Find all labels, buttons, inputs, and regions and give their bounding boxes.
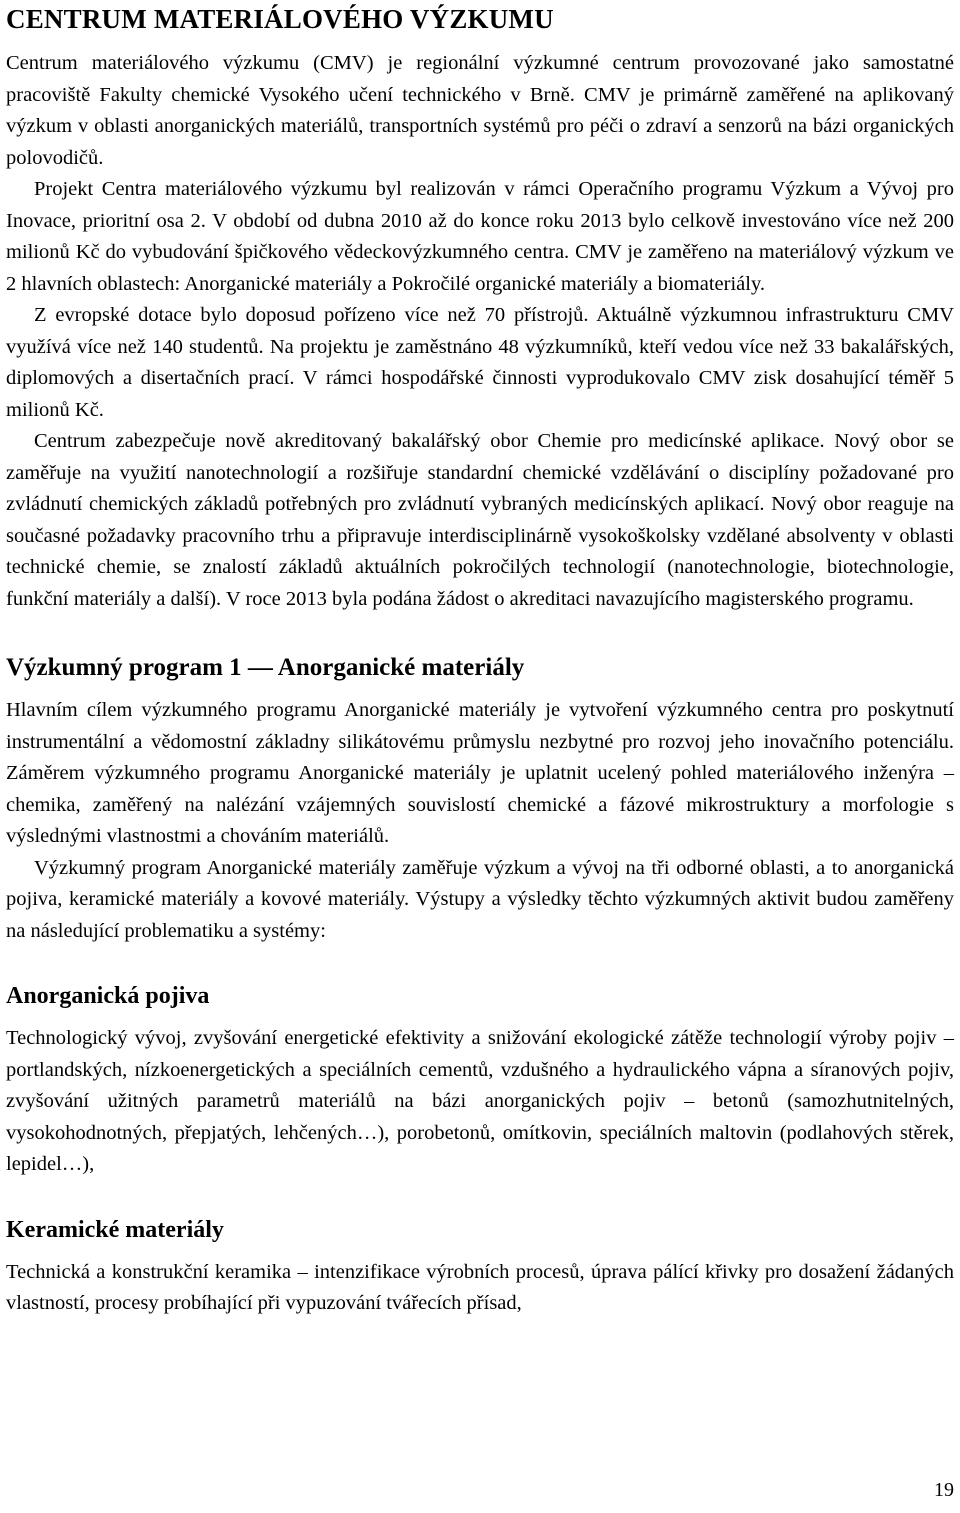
document-title: CENTRUM MATERIÁLOVÉHO VÝZKUMU <box>6 4 554 34</box>
subsection-heading-binders: Anorganická pojiva <box>6 983 210 1009</box>
section-heading-program-1: Výzkumný program 1 — Anorganické materiály <box>6 654 525 681</box>
intro-paragraph-2: Projekt Centra materiálového výzkumu byl realizován v rámci Operačního programu Výzkum a Vývoj pro Inovace, prioritní osa 2. V období od dubna 2010 až do konce roku 2013 bylo celkově investováno více než 200 milionů Kč do vybudování špičkového vědeckovýzkumného centra. CMV je zaměřeno na materiálový výzkum ve 2 hlavních oblastech: Anorganické materiály a Pokročilé organické materiály a biomateriály. <box>6 178 954 295</box>
program-1-paragraph-1: Hlavním cílem výzkumného programu Anorganické materiály je vytvoření výzkumného centra pro poskytnutí instrumentální a vědomostní základny silikátovému průmyslu nezbytné pro rozvoj jeho inovačního potenciálu. Záměrem výzkumného programu Anorganické materiály je uplatnit ucelený pohled materiálového inženýra – chemika, zaměřený na nalézání vzájemných souvislostí chemické a fázové mikrostruktury a morfologie s výslednými vlastnostmi a chováním materiálů. <box>6 699 954 847</box>
binders-paragraph: Technologický vývoj, zvyšování energetické efektivity a snižování ekologické zátěže technologií výroby pojiv – portlandských, nízkoenergetických a speciálních cementů, vzdušného a hydraulického vápna a síranových pojiv, zvyšování užitných parametrů materiálů na bázi anorganických pojiv – betonů (samozhutnitelných, vysokohodnotných, přepjatých, lehčených…), porobetonů, omítkovin, speciálních maltovin (podlahových stěrek, lepidel…), <box>6 1027 954 1175</box>
ceramics-paragraph: Technická a konstrukční keramika – intenzifikace výrobních procesů, úprava pálící křivky pro dosažení žádaných vlastností, procesy probíhající při vypuzování tvářecích přísad, <box>6 1260 954 1314</box>
document-page <box>6 0 954 1320</box>
subsection-heading-ceramics: Keramické materiály <box>6 1216 224 1243</box>
program-1-paragraph-2: Výzkumný program Anorganické materiály zaměřuje výzkum a vývoj na tři odborné oblasti, a to anorganická pojiva, keramické materiály a kovové materiály. Výstupy a výsledky těchto výzkumných aktivit budou zaměřeny na následující problematiku a systémy: <box>6 856 954 942</box>
intro-paragraph-4: Centrum zabezpečuje nově akreditovaný bakalářský obor Chemie pro medicínské aplikace. Nový obor se zaměřuje na využití nanotechnologií a rozšiřuje standardní chemické vzdělávání o disciplíny požadované pro zvládnutí chemických základů potřebných pro zvládnutí vybraných medicínských aplikací. Nový obor reaguje na současné požadavky pracovního trhu a připravuje interdisciplinárně vysokoškolsky vzdělané absolventy v oblasti technické chemie, se znalostí základů aktuálních pokročilých technologií (nanotechnologie, biotechnologie, funkční materiály a další). V roce 2013 byla podána žádost o akreditaci navazujícího magisterského programu. <box>6 430 954 610</box>
intro-paragraph-1: Centrum materiálového výzkumu (CMV) je regionální výzkumné centrum provozované jako samostatné pracoviště Fakulty chemické Vysokého učení technického v Brně. CMV je primárně zaměřené na aplikovaný výzkum v oblasti anorganických materiálů, transportních systémů pro péči o zdraví a senzorů na bázi organických polovodičů. <box>6 52 954 169</box>
intro-paragraph-3: Z evropské dotace bylo doposud pořízeno více než 70 přístrojů. Aktuálně výzkumnou infrastrukturu CMV využívá více než 140 studentů. Na projektu je zaměstnáno 48 výzkumníků, kteří vedou více než 33 bakalářských, diplomových a disertačních prací. V rámci hospodářské činnosti vyprodukovalo CMV zisk dosahující téměř 5 milionů Kč. <box>6 304 954 421</box>
page-number: 19 <box>934 1479 954 1501</box>
